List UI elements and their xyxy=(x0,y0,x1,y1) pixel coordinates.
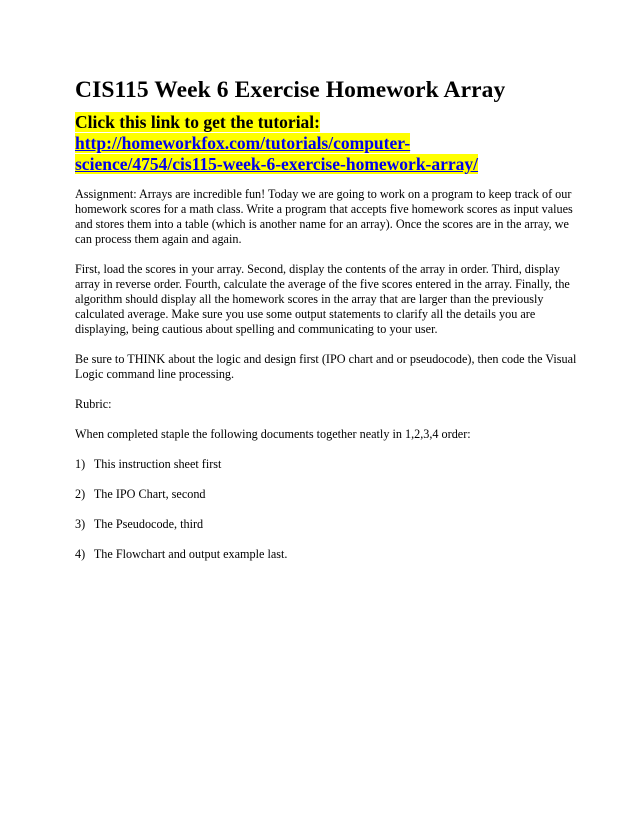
tutorial-link-block xyxy=(75,112,578,175)
list-item-number: 1) xyxy=(75,457,86,471)
list-item xyxy=(75,547,578,562)
list-item-text: The Pseudocode, third xyxy=(93,517,204,531)
list-item-number: 4) xyxy=(75,547,86,561)
list-item xyxy=(75,487,578,502)
document-title: CIS115 Week 6 Exercise Homework Array xyxy=(75,77,506,103)
design-paragraph: Be sure to THINK about the logic and design first (IPO chart and or pseudocode), then code the Visual Logic command line processing. xyxy=(75,352,577,381)
rubric-heading: Rubric: xyxy=(75,397,112,411)
list-item xyxy=(75,517,578,532)
tutorial-link-line2[interactable]: science/4754/cis115-week-6-exercise-homework-array/ xyxy=(75,154,479,174)
assignment-paragraph: Assignment: Arrays are incredible fun! Today we are going to work on a program to keep track of our homework scores for a math class. Write a program that accepts five homework scores as input values and stores them into a table (which is another name for an array). Once the scores are in the array, we can process them again and again. xyxy=(75,187,573,246)
staple-instructions: When completed staple the following documents together neatly in 1,2,3,4 order: xyxy=(75,427,471,441)
instructions-paragraph: First, load the scores in your array. Second, display the contents of the array in order. Third, display array in reverse order. Fourth, calculate the average of the five scores entered in the array. Finally, the algorithm should display all the homework scores in the array that are larger than the previously calculated average. Make sure you use some output statements to clarify all the details you are displaying, being cautious about spelling and communicating to your user. xyxy=(75,262,570,336)
list-item xyxy=(75,457,578,472)
list-item-number: 3) xyxy=(75,517,86,531)
list-item-text: The Flowchart and output example last. xyxy=(93,547,288,561)
list-item-text: This instruction sheet first xyxy=(93,457,222,471)
list-item-number: 2) xyxy=(75,487,86,501)
tutorial-label: Click this link to get the tutorial: xyxy=(75,112,320,132)
list-item-text: The IPO Chart, second xyxy=(93,487,206,501)
tutorial-link-line1[interactable]: http://homeworkfox.com/tutorials/computer- xyxy=(75,133,411,153)
